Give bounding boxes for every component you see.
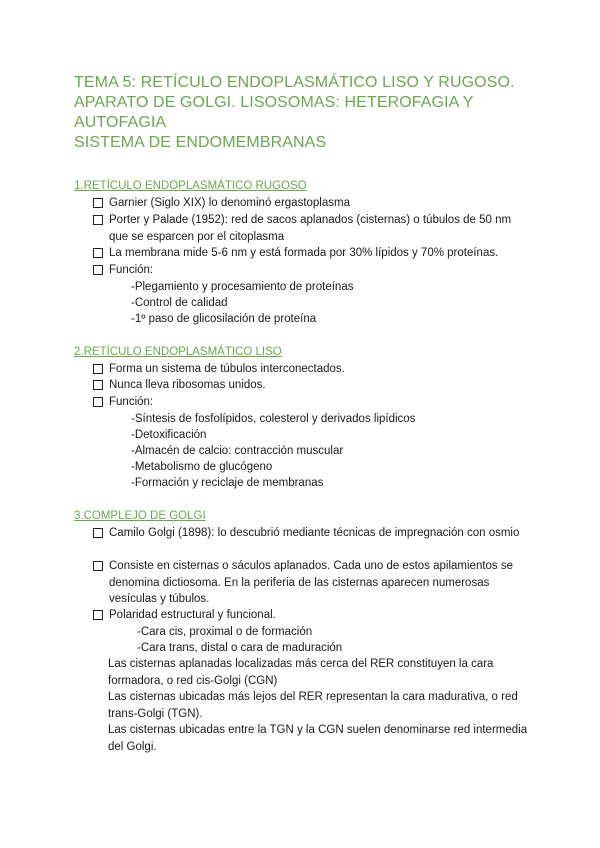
function-subitem: -Control de calidad bbox=[131, 297, 228, 309]
list-item bbox=[93, 377, 533, 394]
list-item-text: Garnier (Siglo XIX) lo denominó ergastoplasma bbox=[109, 197, 350, 209]
function-subitem: -1º paso de glicosilación de proteína bbox=[131, 313, 317, 325]
list-item bbox=[93, 525, 533, 542]
checkbox-icon bbox=[93, 380, 103, 390]
title-line: APARATO DE GOLGI. LISOSOMAS: HETEROFAGIA Y bbox=[74, 94, 474, 111]
list-item-text: Polaridad estructural y funcional. bbox=[109, 609, 276, 621]
function-subitem: -Plegamiento y procesamiento de proteínas bbox=[131, 281, 354, 293]
title-line: TEMA 5: RETÍCULO ENDOPLASMÁTICO LISO Y RUGOSO. bbox=[74, 74, 515, 91]
section-heading-rel: 2.RETÍCULO ENDOPLASMÁTICO LISO bbox=[74, 346, 282, 358]
list-item-text: La membrana mide 5-6 nm y está formada por 30% lípidos y 70% proteínas. bbox=[109, 247, 499, 259]
list-item bbox=[93, 558, 533, 608]
list-item bbox=[93, 212, 533, 245]
list-item bbox=[93, 361, 533, 378]
checkbox-icon bbox=[93, 561, 103, 571]
function-subitem: -Síntesis de fosfolípidos, colesterol y derivados lipídicos bbox=[131, 413, 416, 425]
function-subitem: -Formación y reciclaje de membranas bbox=[131, 477, 324, 489]
polarity-subitem: -Cara cis, proximal o de formación bbox=[137, 626, 313, 638]
checkbox-icon bbox=[93, 198, 103, 208]
checkbox-icon bbox=[93, 528, 103, 538]
list-item-text: Función: bbox=[109, 396, 154, 408]
checkbox-icon bbox=[93, 397, 103, 407]
list-item bbox=[93, 607, 533, 624]
title-line: AUTOFAGIA bbox=[74, 114, 167, 131]
list-item-text: Camilo Golgi (1898): lo descubrió mediante técnicas de impregnación con osmio bbox=[109, 527, 520, 539]
list-item-text: Consiste en cisternas o sáculos aplanados. Cada uno de estos apilamientos se denomina dictiosoma. En la periferia de las cisternas aparecen numerosas vesículas y túbulos. bbox=[109, 560, 514, 605]
document-title bbox=[74, 73, 544, 153]
list-item bbox=[93, 245, 533, 262]
checkbox-icon bbox=[93, 265, 103, 275]
list-item-text: Porter y Palade (1952): red de sacos aplanados (cisternas) o túbulos de 50 nm que se esparcen por el citoplasma bbox=[109, 214, 512, 243]
list-item bbox=[93, 195, 533, 212]
function-subitem: -Detoxificación bbox=[131, 429, 207, 441]
function-subitem: -Almacén de calcio: contracción muscular bbox=[131, 445, 344, 457]
list-item bbox=[93, 262, 533, 279]
golgi-paragraph: Las cisternas aplanadas localizadas más cerca del RER constituyen la cara formadora, o red cis-Golgi (CGN) bbox=[108, 658, 494, 687]
function-subitem: -Metabolismo de glucógeno bbox=[131, 461, 273, 473]
golgi-paragraph: Las cisternas ubicadas entre la TGN y la CGN suelen denominarse red intermedia del Golgi. bbox=[108, 724, 528, 753]
list-item bbox=[93, 394, 533, 411]
list-item-text: Nunca lleva ribosomas unidos. bbox=[109, 379, 266, 391]
checkbox-icon bbox=[93, 248, 103, 258]
checkbox-icon bbox=[93, 610, 103, 620]
title-line: SISTEMA DE ENDOMEMBRANAS bbox=[74, 134, 327, 151]
list-item-text: Función: bbox=[109, 264, 154, 276]
section-heading-rer: 1.RETÍCULO ENDOPLASMÁTICO RUGOSO bbox=[74, 180, 307, 192]
section-heading-golgi: 3.COMPLEJO DE GOLGI bbox=[74, 510, 206, 522]
checkbox-icon bbox=[93, 364, 103, 374]
polarity-subitem: -Cara trans, distal o cara de maduración bbox=[137, 642, 343, 654]
checkbox-icon bbox=[93, 215, 103, 225]
list-item-text: Forma un sistema de túbulos interconectados. bbox=[109, 363, 345, 375]
golgi-paragraph: Las cisternas ubicadas más lejos del RER representan la cara madurativa, o red trans-Golgi (TGN). bbox=[108, 691, 518, 720]
